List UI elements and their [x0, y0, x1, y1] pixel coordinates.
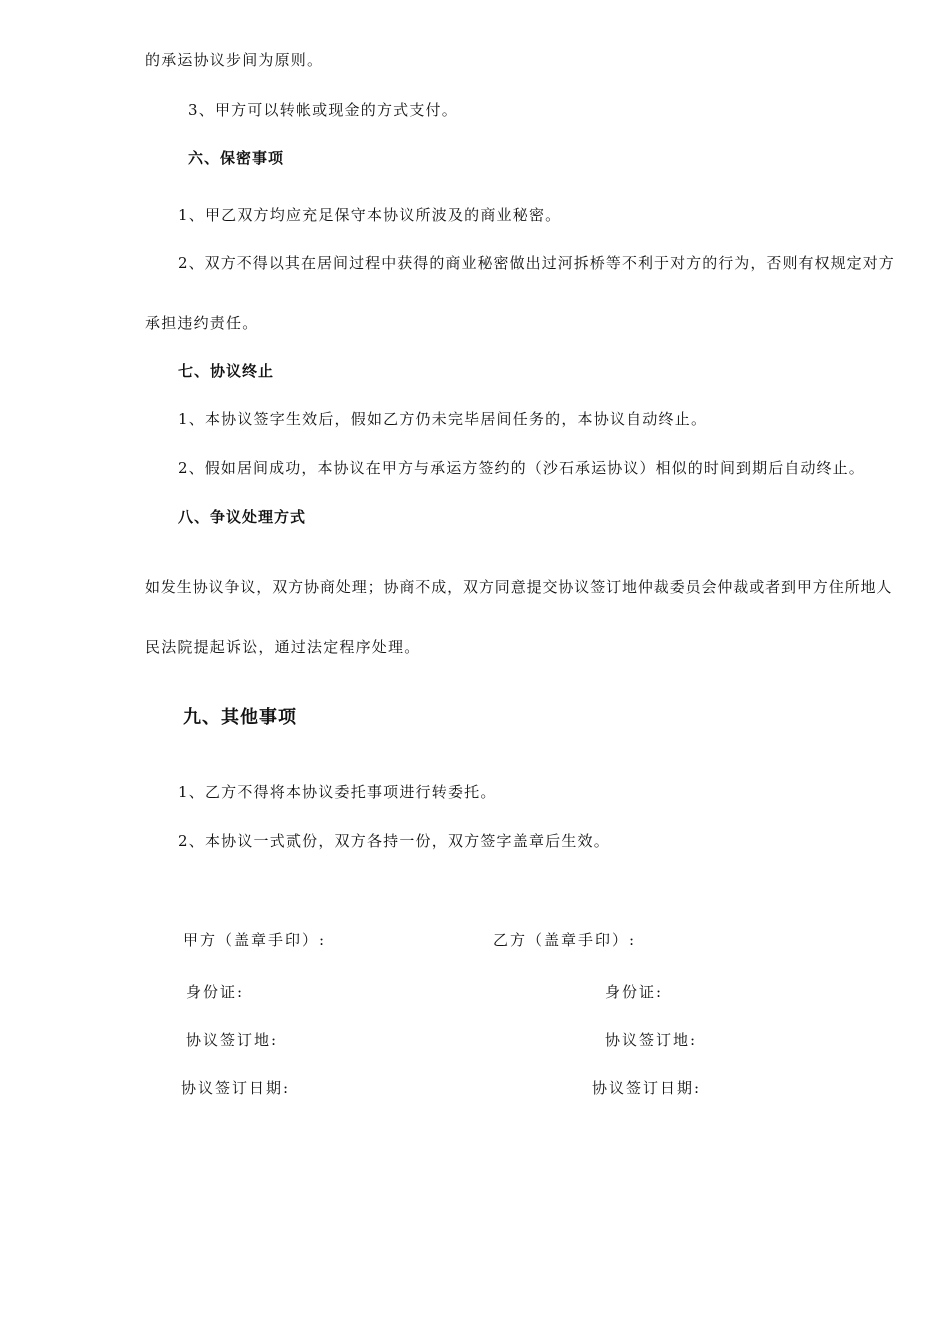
confidentiality-clause-1: 1、甲乙双方均应充足保守本协议所波及的商业秘密。: [178, 206, 562, 224]
party-a-id-label: 身份证:: [186, 983, 245, 1001]
section-heading-confidentiality: 六、保密事项: [188, 149, 285, 167]
payment-clause: 3、甲方可以转帐或现金的方式支付。: [188, 101, 458, 119]
other-clause-2: 2、本协议一式贰份，双方各持一份，双方签字盖章后生效。: [178, 832, 610, 850]
termination-clause-2: 2、假如居间成功，本协议在甲方与承运方签约的（沙石承运协议）相似的时间到期后自动终止。: [178, 459, 865, 477]
party-b-signature-label: 乙方（盖章手印）:: [493, 931, 637, 949]
party-b-id-label: 身份证:: [605, 983, 664, 1001]
party-b-place-label: 协议签订地:: [605, 1031, 698, 1049]
dispute-paragraph-line-1: 如发生协议争议，双方协商处理；协商不成，双方同意提交协议签订地仲裁委员会仲裁或者到甲方住所地人: [145, 578, 893, 596]
termination-clause-1: 1、本协议签字生效后，假如乙方仍未完毕居间任务的，本协议自动终止。: [178, 410, 708, 428]
party-a-date-label: 协议签订日期:: [181, 1079, 291, 1097]
party-b-date-label: 协议签订日期:: [592, 1079, 702, 1097]
section-heading-termination: 七、协议终止: [178, 362, 275, 380]
dispute-paragraph-line-2: 民法院提起诉讼，通过法定程序处理。: [145, 638, 421, 656]
party-a-signature-label: 甲方（盖章手印）:: [183, 931, 327, 949]
party-a-place-label: 协议签订地:: [186, 1031, 279, 1049]
confidentiality-clause-2-line-2: 承担违约责任。: [145, 314, 259, 332]
section-heading-dispute: 八、争议处理方式: [178, 508, 307, 526]
paragraph-continuation: 的承运协议步间为原则。: [145, 51, 324, 69]
confidentiality-clause-2-line-1: 2、双方不得以其在居间过程中获得的商业秘密做出过河拆桥等不利于对方的行为，否则有权规定对方: [178, 254, 895, 272]
section-heading-other: 九、其他事项: [183, 707, 297, 728]
other-clause-1: 1、乙方不得将本协议委托事项进行转委托。: [178, 783, 497, 801]
